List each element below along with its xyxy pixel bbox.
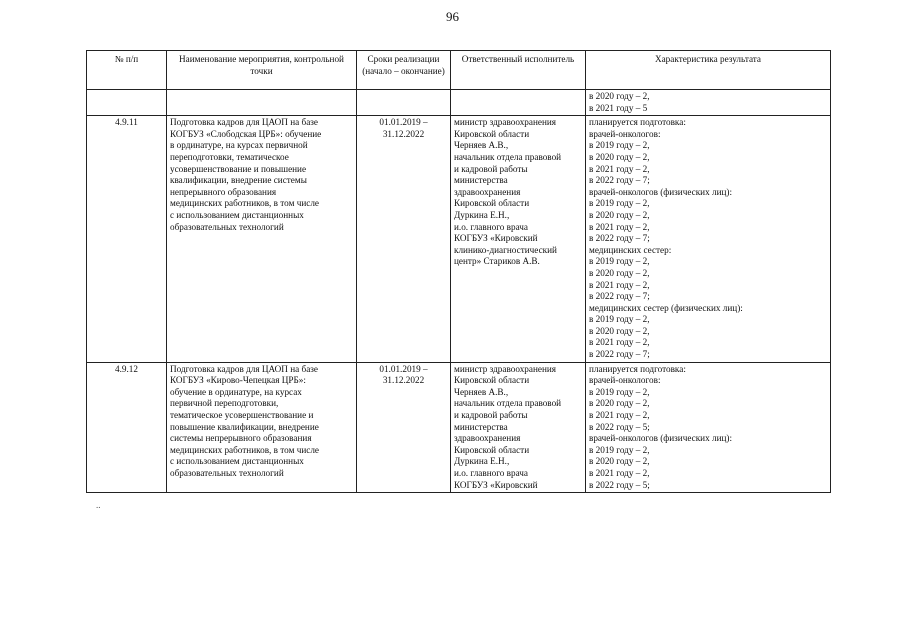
activity-name-line: обучение в ординатуре, на курсах — [170, 386, 302, 397]
cell-result — [586, 90, 831, 116]
header-dates: Сроки реализации (начало – окончание) — [357, 51, 451, 90]
activity-name-line: Подготовка кадров для ЦАОП на базе — [170, 117, 318, 128]
activity-name-line: усовершенствование и повышение — [170, 163, 307, 174]
result-line: в 2019 году – 2, — [589, 386, 650, 397]
activity-name-line: образовательных технологий — [170, 468, 284, 478]
result-line: в 2022 году – 5; — [589, 479, 650, 490]
cell-result — [586, 116, 831, 362]
result-line: в 2022 году – 5; — [589, 421, 650, 432]
result-line: в 2020 году – 2, — [589, 91, 650, 101]
responsible-line: начальник отдела правовой — [454, 398, 562, 409]
result-line: планируется подготовка: — [589, 117, 686, 128]
result-line: в 2022 году – 7; — [589, 175, 650, 186]
responsible-line: и кадровой работы — [454, 410, 528, 421]
activities-table — [86, 50, 831, 493]
responsible-line: центр» Стариков А.В. — [454, 256, 540, 267]
activity-name-line: с использованием дистанционных — [170, 209, 304, 220]
cell-result — [586, 362, 831, 493]
result-line: в 2022 году – 7; — [589, 349, 650, 360]
result-line: в 2020 году – 2, — [589, 325, 650, 336]
result-line: врачей-онкологов: — [589, 375, 661, 386]
responsible-line: Черняев А.В., — [454, 140, 509, 151]
result-line: врачей-онкологов (физических лиц): — [589, 186, 733, 197]
responsible-line: министерства — [454, 175, 508, 186]
scan-mark: .. — [96, 500, 101, 510]
responsible-line: Кировской области — [454, 444, 530, 455]
responsible-line: КОГБУЗ «Кировский — [454, 233, 538, 244]
cell-dates — [357, 90, 451, 116]
activity-name-line: медицинских работников, в том числе — [170, 444, 319, 455]
activity-name-line: переподготовки, тематическое — [170, 151, 289, 162]
responsible-line: министр здравоохранения — [454, 117, 557, 128]
result-line: в 2021 году – 2, — [589, 221, 650, 232]
result-line: в 2022 году – 7; — [589, 291, 650, 302]
result-line: в 2021 году – 2, — [589, 468, 650, 478]
cell-activity-name — [167, 116, 357, 362]
activity-name-line: непрерывного образования — [170, 186, 277, 197]
activity-name-line: тематическое усовершенствование и — [170, 410, 314, 421]
responsible-line: Кировской области — [454, 198, 530, 209]
cell-responsible — [451, 362, 586, 493]
responsible-line: Дуркина Е.Н., — [454, 209, 510, 220]
cell-number: 4.9.12 — [87, 362, 167, 493]
responsible-line: и.о. главного врача — [454, 468, 528, 478]
continuation-row — [87, 90, 831, 116]
responsible-line: и.о. главного врача — [454, 221, 528, 232]
cell-dates — [357, 362, 451, 493]
result-line: в 2020 году – 2, — [589, 398, 650, 409]
activity-name-line: в ординатуре, на курсах первичной — [170, 140, 308, 151]
date-line: 31.12.2022 — [382, 375, 425, 386]
responsible-line: здравоохранения — [454, 186, 521, 197]
table-header-row — [87, 51, 831, 90]
result-line: в 2021 году – 5 — [589, 102, 648, 113]
result-line: в 2019 году – 2, — [589, 256, 650, 267]
result-line: врачей-онкологов (физических лиц): — [589, 433, 733, 444]
activity-name-line: образовательных технологий — [170, 221, 284, 232]
activity-name-line: Подготовка кадров для ЦАОП на базе — [170, 363, 318, 374]
result-line: в 2021 году – 2, — [589, 337, 650, 348]
responsible-line: здравоохранения — [454, 433, 521, 444]
cell-responsible — [451, 90, 586, 116]
responsible-line: Черняев А.В., — [454, 386, 509, 397]
cell-number: 4.9.11 — [87, 116, 167, 362]
result-line: в 2021 году – 2, — [589, 279, 650, 290]
date-line: 01.01.2019 – — [379, 363, 428, 374]
result-line: врачей-онкологов: — [589, 128, 661, 139]
responsible-line: министр здравоохранения — [454, 363, 557, 374]
result-line: в 2020 году – 2, — [589, 456, 650, 467]
date-line: 01.01.2019 – — [379, 117, 428, 128]
activity-name-line: КОГБУЗ «Слободская ЦРБ»: обучение — [170, 128, 322, 139]
responsible-line: начальник отдела правовой — [454, 151, 562, 162]
header-responsible: Ответственный исполнитель — [451, 51, 586, 90]
activity-name-line: первичной переподготовки, — [170, 398, 279, 409]
activity-name-line: медицинских работников, в том числе — [170, 198, 319, 209]
result-line: в 2020 году – 2, — [589, 151, 650, 162]
result-line: в 2020 году – 2, — [589, 267, 650, 278]
activity-name-line: системы непрерывного образования — [170, 433, 312, 444]
cell-activity-name — [167, 362, 357, 493]
result-line: в 2022 году – 7; — [589, 233, 650, 244]
table-row — [87, 116, 831, 362]
result-line: в 2020 году – 2, — [589, 209, 650, 220]
page-number: 96 — [446, 9, 459, 24]
result-line: в 2021 году – 2, — [589, 410, 650, 421]
result-line: медицинских сестер (физических лиц): — [589, 302, 743, 313]
result-line: в 2019 году – 2, — [589, 444, 650, 455]
result-line: в 2019 году – 2, — [589, 198, 650, 209]
header-result: Характеристика результата — [586, 51, 831, 90]
cell-activity-name — [167, 90, 357, 116]
result-line: в 2019 году – 2, — [589, 140, 650, 151]
activity-name-line: квалификации, внедрение системы — [170, 175, 307, 186]
activity-name-line: КОГБУЗ «Кирово-Чепецкая ЦРБ»: — [170, 375, 306, 386]
header-number: № п/п — [87, 51, 167, 90]
table-row — [87, 362, 831, 493]
responsible-line: Кировской области — [454, 375, 530, 386]
cell-number — [87, 90, 167, 116]
responsible-line: министерства — [454, 421, 508, 432]
responsible-line: КОГБУЗ «Кировский — [454, 479, 538, 490]
result-line: медицинских сестер: — [589, 244, 672, 255]
cell-dates — [357, 116, 451, 362]
responsible-line: Дуркина Е.Н., — [454, 456, 510, 467]
activity-name-line: повышение квалификации, внедрение — [170, 421, 319, 432]
result-line: в 2019 году – 2, — [589, 314, 650, 325]
result-line: в 2021 году – 2, — [589, 163, 650, 174]
header-activity-name: Наименование мероприятия, контрольной точки — [167, 51, 357, 90]
responsible-line: и кадровой работы — [454, 163, 528, 174]
responsible-line: Кировской области — [454, 128, 530, 139]
responsible-line: клинико-диагностический — [454, 244, 557, 255]
result-line: планируется подготовка: — [589, 363, 686, 374]
cell-responsible — [451, 116, 586, 362]
date-line: 31.12.2022 — [382, 128, 425, 139]
activity-name-line: с использованием дистанционных — [170, 456, 304, 467]
